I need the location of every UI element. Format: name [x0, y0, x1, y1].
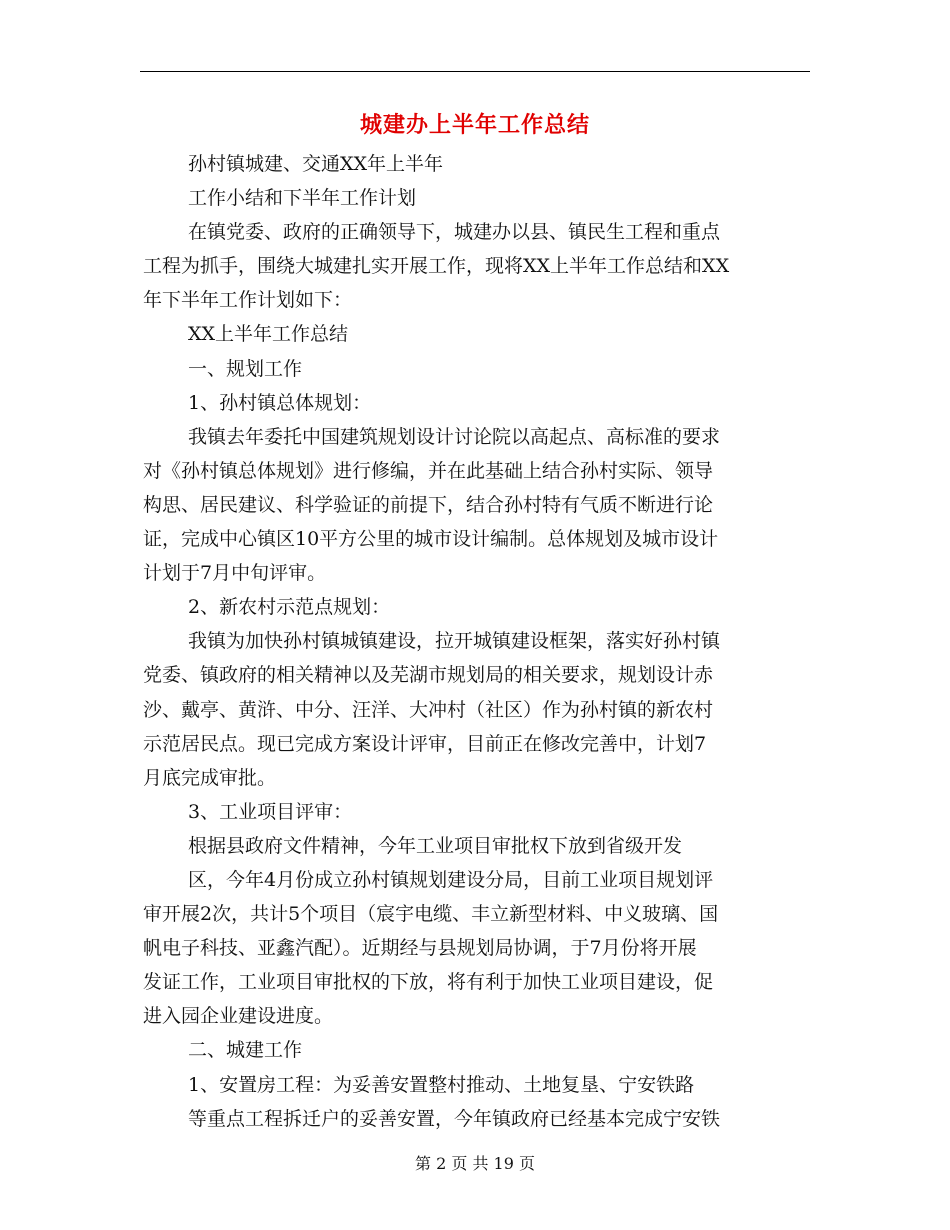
footer-page-number: 2 [436, 1154, 447, 1173]
body-line: 区，今年4月份成立孙村镇规划建设分局，目前工业项目规划评 [188, 868, 714, 891]
header-rule [140, 71, 810, 72]
body-line: 我镇为加快孙村镇城镇建设，拉开城镇建设框架，落实好孙村镇 [188, 630, 721, 653]
body-line: 在镇党委、政府的正确领导下，城建办以县、镇民生工程和重点 [188, 221, 721, 244]
body-line: 2、新农村示范点规划： [188, 596, 391, 619]
body-line: 工作小结和下半年工作计划 [188, 187, 417, 210]
body-line: 证，完成中心镇区10平方公里的城市设计编制。总体规划及城市设计 [143, 528, 719, 551]
body-line: 对《孙村镇总体规划》进行修编，并在此基础上结合孙村实际、领导 [143, 459, 714, 482]
body-line: 发证工作，工业项目审批权的下放，将有利于加快工业项目建设，促 [143, 971, 714, 994]
footer-mid: 页 共 [451, 1154, 489, 1173]
footer-total-pages: 19 [493, 1154, 514, 1173]
body-line: 审开展2次，共计5个项目（宸宇电缆、丰立新型材料、中义玻璃、国 [143, 903, 719, 926]
body-line: 工程为抓手，围绕大城建扎实开展工作，现将XX上半年工作总结和XX [143, 255, 730, 278]
body-line: 1、安置房工程：为妥善安置整村推动、土地复垦、宁安铁路 [188, 1073, 695, 1096]
footer-suffix: 页 [519, 1154, 536, 1173]
body-line: 二、城建工作 [188, 1039, 303, 1062]
body-line: 进入园企业建设进度。 [143, 1005, 334, 1028]
body-line: 计划于7月中旬评审。 [143, 562, 327, 585]
body-line: 根据县政府文件精神，今年工业项目审批权下放到省级开发 [188, 834, 683, 857]
page-footer [0, 1152, 950, 1176]
body-line: 示范居民点。现已完成方案设计评审，目前正在修改完善中，计划7 [143, 732, 707, 755]
body-line: 一、规划工作 [188, 357, 303, 380]
document-title: 城建办上半年工作总结 [359, 112, 590, 138]
body-line: XX上半年工作总结 [188, 323, 349, 346]
document-body [143, 147, 803, 1136]
body-line: 1、孙村镇总体规划： [188, 391, 372, 414]
body-line: 党委、镇政府的相关精神以及芜湖市规划局的相关要求，规划设计赤 [143, 664, 714, 687]
body-line: 3、工业项目评审： [188, 800, 353, 823]
footer-prefix: 第 [414, 1154, 431, 1173]
body-line: 月底完成审批。 [143, 766, 277, 789]
body-line: 孙村镇城建、交通XX年上半年 [188, 153, 444, 175]
body-line: 等重点工程拆迁户的妥善安置，今年镇政府已经基本完成宁安铁 [188, 1107, 721, 1130]
body-line: 我镇去年委托中国建筑规划设计讨论院以高起点、高标准的要求 [188, 425, 721, 448]
body-line: 构思、居民建议、科学验证的前提下，结合孙村特有气质不断进行论 [143, 493, 714, 516]
body-line: 年下半年工作计划如下： [143, 289, 353, 312]
body-line: 帆电子科技、亚鑫汽配）。近期经与县规划局协调，于7月份将开展 [143, 937, 697, 960]
body-line: 沙、戴亭、黄浒、中分、汪洋、大冲村（社区）作为孙村镇的新农村 [143, 698, 714, 721]
